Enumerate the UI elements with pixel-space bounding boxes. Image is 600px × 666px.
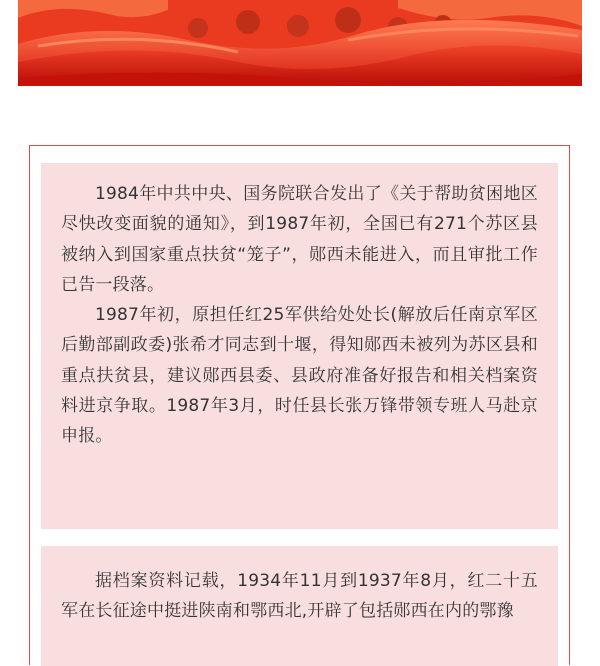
- article-paragraph: 1984年中共中央、国务院联合发出了《关于帮助贫困地区尽快改变面貌的通知》，到1987年初，全国已有271个苏区县被纳入到国家重点扶贫“笼子”，郧西未能进入，而且审批工作已告一段落。: [61, 184, 538, 295]
- article-paragraph: 1987年初，原担任红25军供给处处长(解放后任南京军区后勤部副政委)张希才同志到十堰，得知郧西未被列为苏区县和重点扶贫县，建议郧西县委、县政府准备好报告和相关档案资料进京争取。1987年3月，时任县长张万锋带领专班人马赴京申报。: [61, 305, 538, 447]
- article-paragraph: 据档案资料记载，1934年11月到1937年8月，红二十五军在长征途中挺进陕南和鄂西北,开辟了包括郧西在内的鄂豫: [61, 571, 538, 622]
- text-card: [41, 546, 558, 666]
- header-banner-image: [18, 0, 582, 86]
- text-card: [41, 163, 558, 529]
- red-silk-banner-graphic: [18, 0, 582, 86]
